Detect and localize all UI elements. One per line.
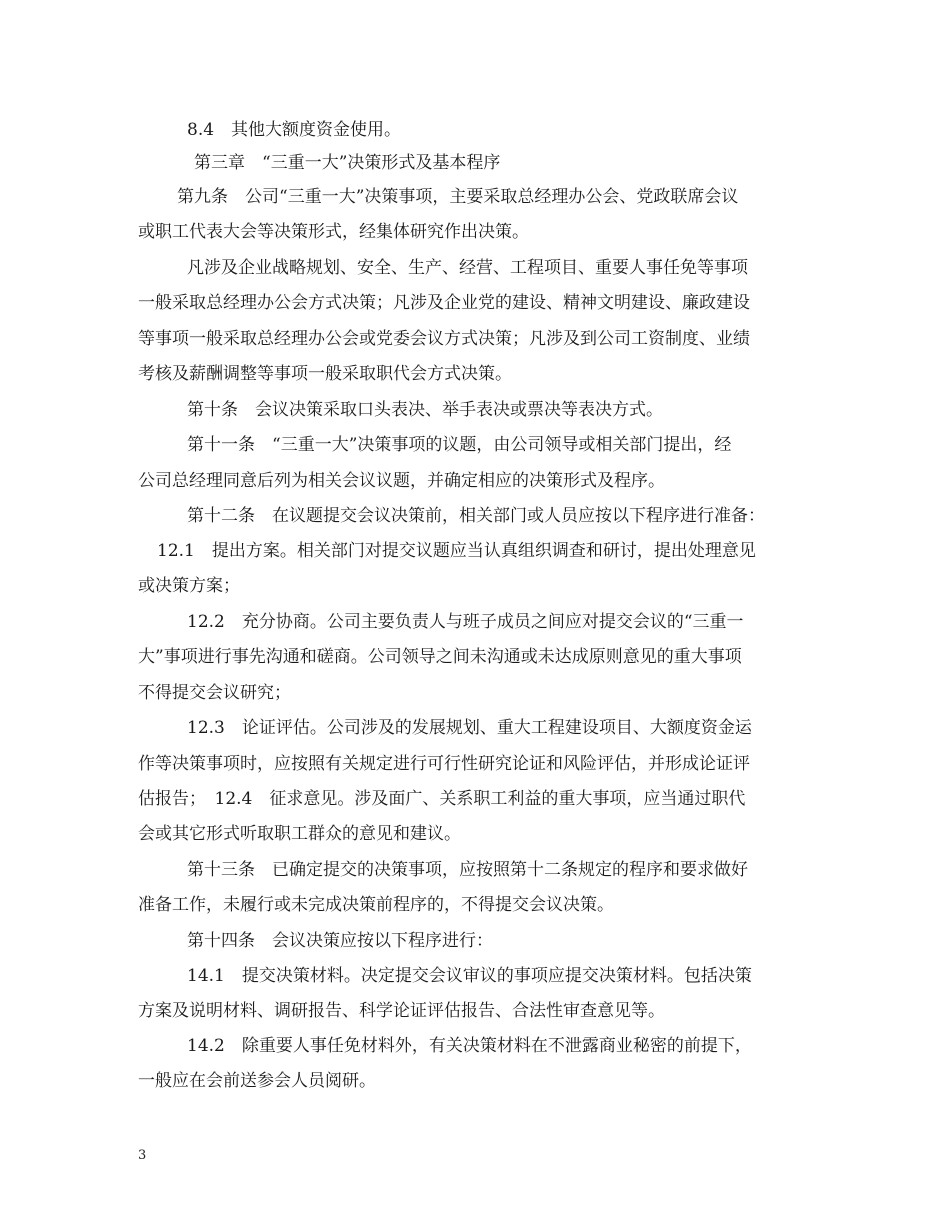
text-line: 12.1 提出方案。相关部门对提交议题应当认真组织调查和研讨，提出处理意见 [157, 541, 756, 561]
text-line: 估报告； 12.4 征求意见。涉及面广、关系职工利益的重大事项，应当通过职代 [138, 789, 746, 809]
text-line: 等事项一般采取总经理办公会或党委会议方式决策；凡涉及到公司工资制度、业绩 [138, 329, 750, 349]
text-line: 考核及薪酬调整等事项一般采取职代会方式决策。 [138, 364, 512, 384]
text-line: 准备工作，未履行或未完成决策前程序的，不得提交会议决策。 [138, 895, 614, 915]
chapter-heading: 第三章 “三重一大”决策形式及基本程序 [194, 153, 501, 173]
text-line: 第十二条 在议题提交会议决策前，相关部门或人员应按以下程序进行准备： [187, 506, 765, 526]
page-number: 3 [138, 1148, 147, 1163]
text-line: 12.2 充分协商。公司主要负责人与班子成员之间应对提交会议的“三重一 [187, 612, 744, 632]
text-line: 或职工代表大会等决策形式，经集体研究作出决策。 [138, 222, 529, 242]
text-line: 第九条 公司“三重一大”决策事项，主要采取总经理办公会、党政联席会议 [177, 187, 739, 207]
text-line: 12.3 论证评估。公司涉及的发展规划、重大工程建设项目、大额度资金运 [187, 718, 752, 738]
text-line: 一般采取总经理办公会方式决策；凡涉及企业党的建设、精神文明建设、廉政建设 [138, 293, 750, 313]
text-line: 14.1 提交决策材料。决定提交会议审议的事项应提交决策材料。包括决策 [187, 966, 752, 986]
text-line: 第十一条 “三重一大”决策事项的议题，由公司领导或相关部门提出，经 [187, 435, 732, 455]
text-line: 14.2 除重要人事任免材料外，有关决策材料在不泄露商业秘密的前提下， [187, 1036, 752, 1056]
text-line: 会或其它形式听取职工群众的意见和建议。 [138, 824, 461, 844]
text-line: 不得提交会议研究； [138, 683, 291, 703]
text-line: 第十三条 已确定提交的决策事项，应按照第十二条规定的程序和要求做好 [187, 860, 748, 880]
text-line: 8.4 其他大额度资金使用。 [187, 120, 402, 140]
text-line: 大”事项进行事先沟通和磋商。公司领导之间未沟通或未达成原则意见的重大事项 [138, 647, 742, 667]
text-line: 方案及说明材料、调研报告、科学论证评估报告、合法性审查意见等。 [138, 1001, 665, 1021]
text-line: 作等决策事项时，应按照有关规定进行可行性研究论证和风险评估，并形成论证评 [138, 754, 750, 774]
text-line: 或决策方案； [138, 576, 240, 596]
text-line: 一般应在会前送参会人员阅研。 [138, 1071, 376, 1091]
text-line: 公司总经理同意后列为相关会议议题，并确定相应的决策形式及程序。 [138, 471, 665, 491]
text-line: 第十四条 会议决策应按以下程序进行： [187, 931, 493, 951]
text-line: 凡涉及企业战略规划、安全、生产、经营、工程项目、重要人事任免等事项 [187, 258, 748, 278]
text-line: 第十条 会议决策采取口头表决、举手表决或票决等表决方式。 [187, 400, 663, 420]
